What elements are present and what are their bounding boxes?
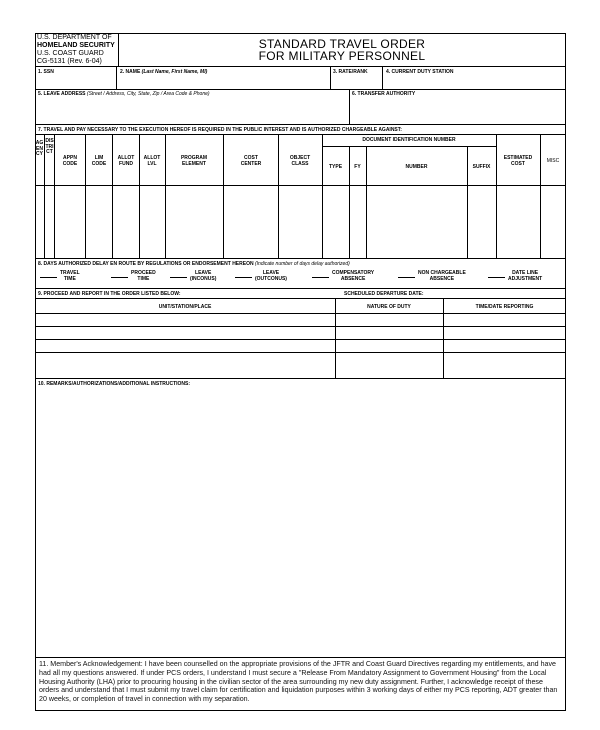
lim-code-header: LIM CODE xyxy=(91,155,107,167)
option-line2: ABSENCE xyxy=(429,276,455,282)
section7-label xyxy=(38,127,402,133)
rule xyxy=(35,258,566,259)
agency-line-1: U.S. DEPARTMENT OF xyxy=(37,34,112,41)
duty-station-field[interactable] xyxy=(386,69,454,75)
option-line2: ABSENCE xyxy=(340,276,366,282)
rule xyxy=(35,134,566,135)
rule xyxy=(382,66,383,89)
rule xyxy=(112,134,113,258)
rule xyxy=(35,89,566,90)
type-header: TYPE xyxy=(328,164,343,170)
option-line1: LEAVE xyxy=(262,270,280,276)
option-line2: (INCONUS) xyxy=(190,276,217,282)
option-line1: DATE LINE xyxy=(512,270,539,276)
name-label: 2. NAME xyxy=(120,69,141,75)
ssn-field[interactable] xyxy=(38,69,54,75)
duty-label: 4. CURRENT DUTY STATION xyxy=(386,69,454,75)
option-line2: TIME xyxy=(137,276,150,282)
leave-address-label: 5. LEAVE ADDRESS xyxy=(38,91,86,97)
rule xyxy=(35,352,566,353)
rule xyxy=(35,326,566,327)
member-acknowledgement: 11. Member's Acknowledgement: I have been counselled on the appropriate provisions of the JFTR and Coast Guard Directives regarding my entitlements, and have had all my questions answered. If under PCS orders, I understand I must secure a "Release From Mandatory Assignment to Government Housing" from the Local Housing Authority (LHA) prior to procuring housing in the civilian sector of the area surrounding my new duty assignment. Further, I acknowledge receipt of these orders and understand that I must submit my travel claim for certification and liquidation purposes within 3 working days of either my PCS reporting, ADT greater than 20 weeks, or completion of travel in connection with my separation. xyxy=(39,660,558,704)
rule xyxy=(139,134,140,258)
rule xyxy=(349,89,350,124)
number-header: NUMBER xyxy=(405,164,428,170)
leave-address-hint: (Street / Address, City, State, Zip / Area Code & Phone) xyxy=(86,91,210,97)
fy-header: FY xyxy=(354,164,361,170)
col-nature-header: NATURE OF DUTY xyxy=(367,304,411,310)
section8-text: 8. DAYS AUTHORIZED DELAY EN ROUTE BY REGULATIONS OR ENDORSEMENT HEREON xyxy=(38,261,254,267)
rule xyxy=(35,339,566,340)
agency-line-2: HOMELAND SECURITY xyxy=(37,42,115,49)
agency-block xyxy=(37,34,117,66)
section10-text: 10. REMARKS/AUTHORIZATIONS/ADDITIONAL INSTRUCTIONS: xyxy=(38,381,191,387)
doc-id-header: DOCUMENT IDENTIFICATION NUMBER xyxy=(362,137,456,143)
rule xyxy=(278,134,279,258)
section8-label xyxy=(38,261,350,267)
form-number: CG-5131 (Rev. 6-04) xyxy=(37,58,102,65)
title-line-1: STANDARD TRAVEL ORDER xyxy=(258,37,426,51)
departure-date-field[interactable] xyxy=(344,291,424,297)
rule xyxy=(540,134,541,258)
section7-text: 7. TRAVEL AND PAY NECESSARY TO THE EXECUTION HEREOF IS REQUIRED IN THE PUBLIC INTEREST AND IS AUTHORIZED CHARGEABLE AGAINST: xyxy=(38,127,402,133)
rule xyxy=(35,66,566,67)
rule xyxy=(35,124,566,125)
estimated-cost-header: ESTIMATED COST xyxy=(503,155,533,167)
appn-code-header: APPN CODE xyxy=(62,155,78,167)
agency-header: AGENCY xyxy=(35,140,44,157)
misc-header: MISC xyxy=(546,158,560,164)
blank-line xyxy=(488,277,505,278)
section9-text: 9. PROCEED AND REPORT IN THE ORDER LISTED BELOW: xyxy=(38,291,181,297)
rule xyxy=(35,657,566,658)
name-hint: (Last Name, First Name, MI) xyxy=(141,69,208,75)
delay-option-travel-time[interactable] xyxy=(40,270,80,282)
blank-line xyxy=(111,277,128,278)
delay-option-non-chargeable[interactable] xyxy=(398,270,466,282)
program-element-header: PROGRAM ELEMENT xyxy=(180,155,208,167)
district-header: DISTRICT xyxy=(45,138,54,155)
name-field[interactable] xyxy=(120,69,207,75)
delay-option-date-line[interactable] xyxy=(488,270,542,282)
title-line-2: FOR MILITARY PERSONNEL xyxy=(258,49,426,63)
leave-address-field[interactable] xyxy=(38,91,210,97)
remarks-field[interactable] xyxy=(38,381,190,387)
rule xyxy=(366,146,367,258)
rule xyxy=(35,288,566,289)
rule xyxy=(467,146,468,258)
delay-option-proceed-time[interactable] xyxy=(111,270,156,282)
object-class-header: OBJECT CLASS xyxy=(289,155,311,167)
section9-label xyxy=(38,291,181,297)
allot-lvl-header: ALLOT LVL xyxy=(143,155,161,167)
rule xyxy=(330,66,331,89)
rule xyxy=(335,298,336,378)
option-line2: TIME xyxy=(63,276,76,282)
rule xyxy=(443,298,444,378)
form-title xyxy=(118,38,566,62)
rule xyxy=(116,66,117,89)
option-line2: ADJUSTMENT xyxy=(508,276,543,282)
allot-fund-header: ALLOT FUND xyxy=(117,155,135,167)
departure-label: SCHEDULED DEPARTURE DATE: xyxy=(344,291,424,297)
rule xyxy=(349,146,350,258)
option-line2: (OUTCONUS) xyxy=(255,276,287,282)
option-line1: TRAVEL xyxy=(60,270,80,276)
rule xyxy=(496,134,497,258)
delay-option-leave-outconus[interactable] xyxy=(235,270,287,282)
blank-line xyxy=(235,277,252,278)
rate-label: 3. RATE/RANK xyxy=(333,69,368,75)
option-line1: NON CHARGEABLE xyxy=(418,270,466,276)
blank-line xyxy=(40,277,57,278)
option-line1: COMPENSATORY xyxy=(332,270,375,276)
rule xyxy=(54,134,55,258)
blank-line xyxy=(398,277,415,278)
suffix-header: SUFFIX xyxy=(472,164,491,170)
rule xyxy=(223,134,224,258)
col-unit-header: UNIT/STATION/PLACE xyxy=(158,304,212,310)
rule xyxy=(322,134,323,258)
blank-line xyxy=(312,277,329,278)
cost-center-header: COST CENTER xyxy=(240,155,262,167)
ssn-label: 1. SSN xyxy=(38,69,54,75)
rule xyxy=(35,185,566,186)
rule xyxy=(35,298,566,299)
option-line1: PROCEED xyxy=(131,270,156,276)
section8-hint: (Indicate number of days delay authorized) xyxy=(254,261,350,267)
transfer-authority-label: 6. TRANSFER AUTHORITY xyxy=(352,91,416,97)
blank-line xyxy=(170,277,187,278)
rule xyxy=(165,134,166,258)
delay-option-compensatory[interactable] xyxy=(312,270,374,282)
delay-option-leave-inconus[interactable] xyxy=(170,270,216,282)
rule xyxy=(35,313,566,314)
option-line1: LEAVE xyxy=(195,270,212,276)
agency-line-3: U.S. COAST GUARD xyxy=(37,50,104,57)
rate-field[interactable] xyxy=(333,69,368,75)
rule xyxy=(35,378,566,379)
rule xyxy=(85,134,86,258)
col-time-header: TIME/DATE REPORTING xyxy=(475,304,534,310)
transfer-authority-field[interactable] xyxy=(352,91,415,97)
